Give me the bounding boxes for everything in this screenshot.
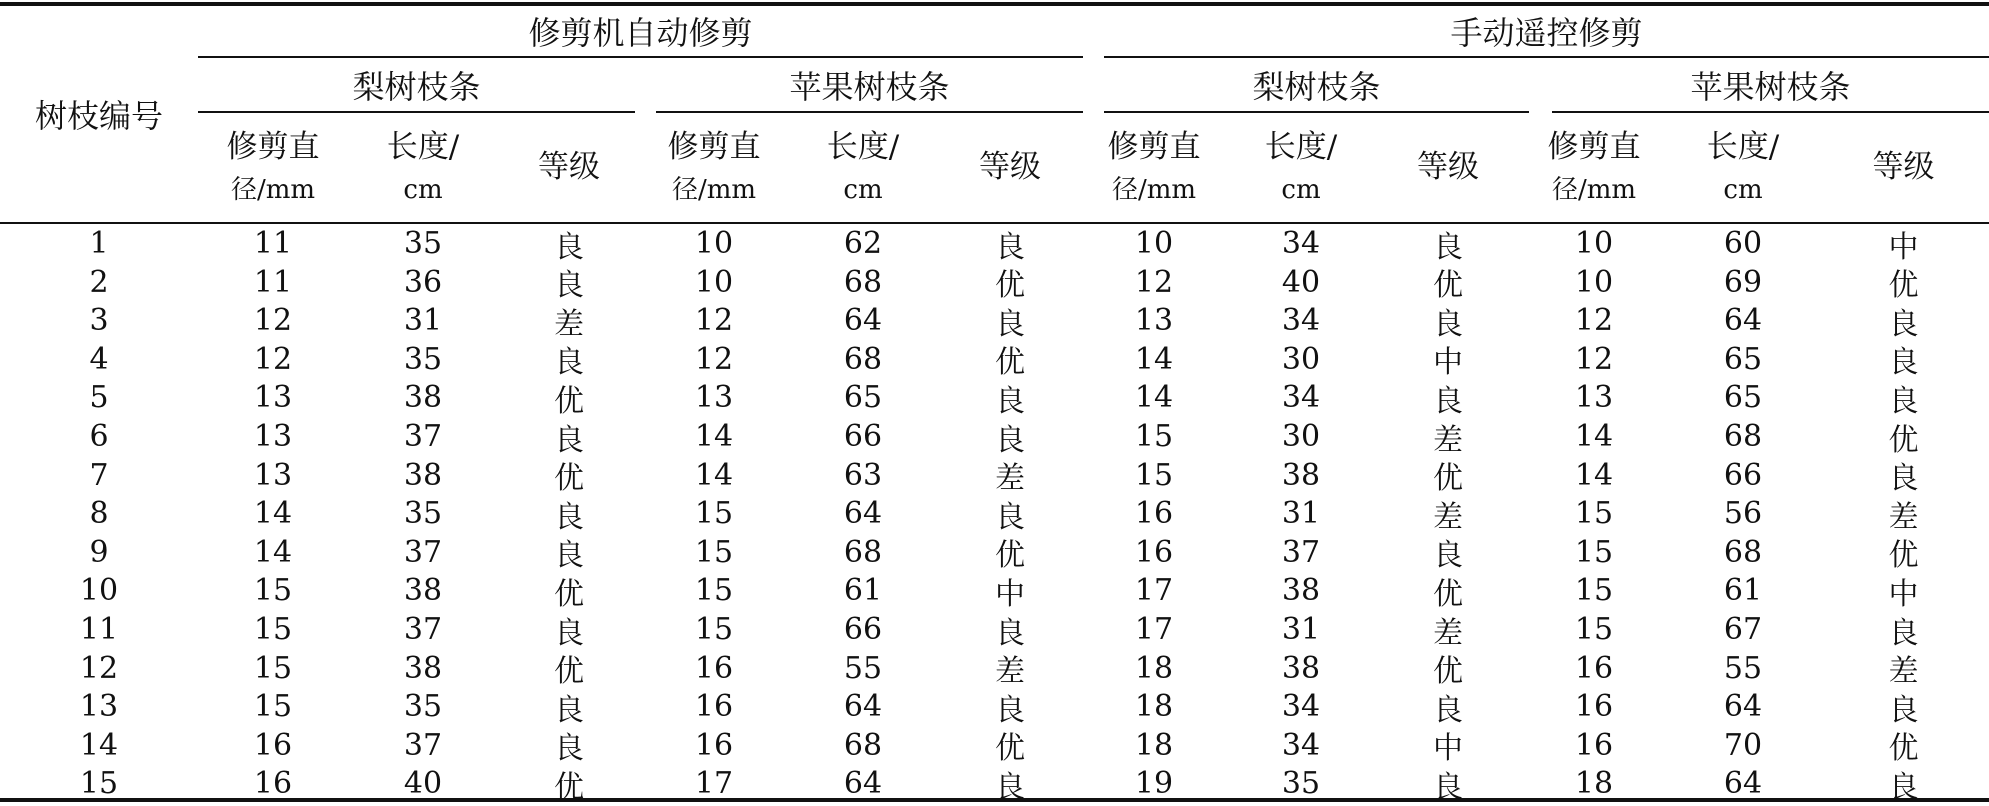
table-cell: 66: [843, 419, 883, 454]
table-cell: 12: [1574, 341, 1614, 377]
table-cell: 15: [1574, 496, 1614, 532]
table-cell: 良: [1888, 615, 1919, 651]
table-cell: 63: [843, 457, 883, 493]
table-cell: 18: [1134, 689, 1174, 725]
table-cell: 优: [995, 731, 1025, 767]
subgroup-header-apple-manual: 苹果树枝条: [1690, 67, 1851, 106]
table-cell: 11: [253, 226, 293, 261]
table-cell: 70: [1723, 727, 1763, 763]
table-cell: 优: [554, 769, 584, 805]
table-cell: 良: [995, 383, 1025, 419]
table-cell: 优: [1888, 538, 1919, 574]
column-header: [498, 113, 640, 222]
table-cell: 31: [1281, 612, 1321, 647]
table-cell: 优: [1433, 576, 1463, 612]
table-cell: 14: [694, 419, 734, 454]
column-header: [1818, 113, 1989, 222]
row-id-cell: 8: [89, 496, 109, 532]
table-cell: 良: [995, 615, 1025, 651]
table-cell: 10: [694, 264, 734, 300]
table-cell: 16: [1574, 727, 1614, 763]
column-header: [1376, 113, 1520, 222]
table-cell: 30: [1281, 341, 1321, 377]
table-cell: 34: [1281, 303, 1321, 339]
row-id-cell: 9: [89, 534, 109, 570]
table-cell: 良: [554, 499, 584, 535]
table-cell: 良: [1888, 383, 1919, 419]
row-id-cell: 15: [79, 766, 119, 802]
column-header: [640, 113, 788, 222]
table-cell: 良: [554, 229, 584, 265]
table-cell: 13: [1574, 380, 1614, 416]
table-cell: 31: [1281, 496, 1321, 532]
table-cell: 良: [1433, 229, 1463, 265]
table-cell: 13: [694, 380, 734, 416]
table-cell: 12: [1134, 264, 1174, 300]
table-cell: 良: [554, 345, 584, 381]
table-cell: 13: [1134, 303, 1174, 339]
table-cell: 64: [843, 303, 883, 339]
table-cell: 良: [995, 422, 1025, 458]
table-cell: 良: [1433, 383, 1463, 419]
table-cell: 优: [554, 383, 584, 419]
table-cell: 16: [253, 727, 293, 763]
table-cell: 40: [403, 766, 443, 802]
table-cell: 中: [1433, 345, 1463, 381]
column-header-line1: 等级: [979, 149, 1041, 185]
table-cell: 15: [1574, 612, 1614, 647]
table-cell: 良: [1433, 306, 1463, 342]
row-id-cell: 10: [79, 573, 119, 609]
table-cell: 良: [995, 692, 1025, 728]
table-cell: 10: [694, 226, 734, 261]
table-cell: 69: [1723, 264, 1763, 300]
table-cell: 中: [1888, 229, 1919, 265]
table-cell: 良: [1433, 769, 1463, 805]
table-cell: 12: [253, 303, 293, 339]
table-cell: 31: [403, 303, 443, 339]
table-cell: 16: [694, 650, 734, 686]
table-cell: 差: [995, 461, 1025, 497]
table-cell: 15: [253, 573, 293, 609]
table-cell: 14: [1134, 380, 1174, 416]
table-cell: 差: [554, 306, 584, 342]
table-cell: 16: [694, 727, 734, 763]
table-cell: 差: [1433, 422, 1463, 458]
column-header: [788, 113, 938, 222]
column-header-line1: 长度/: [386, 129, 460, 165]
column-header-line1: 修剪直: [667, 129, 761, 165]
table-cell: 38: [403, 650, 443, 686]
table-cell: 12: [253, 341, 293, 377]
table-cell: 66: [843, 612, 883, 647]
table-cell: 37: [403, 534, 443, 570]
table-cell: 15: [694, 612, 734, 647]
table-cell: 14: [1574, 457, 1614, 493]
table-cell: 优: [554, 576, 584, 612]
table-cell: 良: [1888, 769, 1919, 805]
table-cell: 68: [843, 534, 883, 570]
table-cell: 38: [403, 573, 443, 609]
table-cell: 14: [1574, 419, 1614, 454]
row-id-cell: 3: [89, 303, 109, 339]
table-cell: 38: [403, 380, 443, 416]
table-cell: 优: [1888, 422, 1919, 458]
table-cell: 12: [1574, 303, 1614, 339]
table-cell: 优: [1433, 461, 1463, 497]
table-cell: 16: [694, 689, 734, 725]
table-cell: 优: [1433, 268, 1463, 304]
table-cell: 38: [1281, 457, 1321, 493]
table-cell: 优: [554, 461, 584, 497]
table-cell: 16: [1134, 496, 1174, 532]
table-cell: 良: [995, 769, 1025, 805]
row-id-cell: 4: [89, 341, 109, 377]
row-id-cell: 13: [79, 689, 119, 725]
table-cell: 68: [843, 341, 883, 377]
row-id-cell: 6: [89, 419, 109, 454]
table-cell: 18: [1134, 650, 1174, 686]
table-cell: 差: [1888, 654, 1919, 690]
table-cell: 优: [995, 268, 1025, 304]
table-cell: 66: [1723, 457, 1763, 493]
table-cell: 良: [1888, 306, 1919, 342]
table-cell: 良: [554, 268, 584, 304]
table-cell: 17: [1134, 573, 1174, 609]
row-id-cell: 12: [79, 650, 119, 686]
row-id-cell: 5: [89, 380, 109, 416]
column-header-line1: 修剪直: [1547, 129, 1641, 165]
table-cell: 68: [843, 727, 883, 763]
column-header-line2: cm: [1723, 174, 1763, 205]
table-cell: 55: [1723, 650, 1763, 686]
table-cell: 优: [1888, 268, 1919, 304]
table-cell: 良: [995, 229, 1025, 265]
table-cell: 15: [253, 650, 293, 686]
table-cell: 10: [1574, 264, 1614, 300]
table-cell: 差: [1888, 499, 1919, 535]
table-cell: 良: [554, 538, 584, 574]
table-cell: 优: [995, 538, 1025, 574]
table-cell: 34: [1281, 689, 1321, 725]
column-header-line1: 修剪直: [226, 129, 320, 165]
column-header: [1668, 113, 1818, 222]
table-cell: 64: [843, 496, 883, 532]
table-cell: 良: [1888, 461, 1919, 497]
table-cell: 15: [1134, 457, 1174, 493]
table-cell: 67: [1723, 612, 1763, 647]
table-cell: 15: [694, 573, 734, 609]
table-cell: 37: [403, 419, 443, 454]
column-header-line1: 长度/: [826, 129, 900, 165]
table-cell: 17: [694, 766, 734, 802]
table-cell: 65: [1723, 380, 1763, 416]
table-cell: 中: [995, 576, 1025, 612]
column-header-line2: 径/mm: [1551, 174, 1637, 205]
table-cell: 38: [1281, 650, 1321, 686]
table-cell: 38: [1281, 573, 1321, 609]
table-cell: 35: [403, 496, 443, 532]
table-cell: 64: [1723, 303, 1763, 339]
table-cell: 64: [1723, 689, 1763, 725]
table-cell: 良: [554, 692, 584, 728]
column-header: [1520, 113, 1668, 222]
table-cell: 56: [1723, 496, 1763, 532]
group-header-manual: 手动遥控修剪: [1450, 14, 1643, 52]
table-cell: 35: [403, 226, 443, 261]
table-cell: 16: [1134, 534, 1174, 570]
table-cell: 30: [1281, 419, 1321, 454]
row-header: 树枝编号: [34, 97, 163, 135]
table-cell: 良: [554, 731, 584, 767]
table-cell: 64: [843, 689, 883, 725]
subgroup-header-pear-auto: 梨树枝条: [352, 67, 481, 106]
table-cell: 55: [843, 650, 883, 686]
table-cell: 37: [403, 612, 443, 647]
table-cell: 15: [694, 534, 734, 570]
table-cell: 34: [1281, 727, 1321, 763]
table-cell: 35: [403, 689, 443, 725]
table-cell: 良: [1433, 692, 1463, 728]
table-cell: 38: [403, 457, 443, 493]
table-cell: 18: [1574, 766, 1614, 802]
row-id-cell: 14: [79, 727, 119, 763]
column-header-line2: 径/mm: [230, 174, 316, 205]
column-header: [1226, 113, 1376, 222]
table-cell: 优: [995, 345, 1025, 381]
column-header-line2: cm: [403, 174, 443, 205]
table-cell: 35: [1281, 766, 1321, 802]
row-id-cell: 11: [79, 612, 119, 647]
table-cell: 中: [1433, 731, 1463, 767]
table-cell: 良: [554, 615, 584, 651]
column-header-line1: 等级: [1872, 149, 1935, 185]
table-cell: 中: [1888, 576, 1919, 612]
table-cell: 13: [253, 380, 293, 416]
subgroup-header-pear-manual: 梨树枝条: [1252, 67, 1381, 106]
column-header: [198, 113, 348, 222]
table-cell: 68: [1723, 419, 1763, 454]
table-cell: 14: [694, 457, 734, 493]
table-cell: 18: [1134, 727, 1174, 763]
table-cell: 61: [843, 573, 883, 609]
table-cell: 良: [1888, 345, 1919, 381]
table-cell: 64: [843, 766, 883, 802]
group-header-auto: 修剪机自动修剪: [528, 14, 753, 52]
table-cell: 64: [1723, 766, 1763, 802]
table-cell: 62: [843, 226, 883, 261]
table-cell: 12: [694, 303, 734, 339]
table-cell: 良: [995, 499, 1025, 535]
table-cell: 37: [1281, 534, 1321, 570]
table-cell: 65: [1723, 341, 1763, 377]
column-header-line2: 径/mm: [671, 174, 757, 205]
table-cell: 优: [1433, 654, 1463, 690]
column-header: [938, 113, 1082, 222]
table-cell: 15: [253, 612, 293, 647]
table-cell: 19: [1134, 766, 1174, 802]
table-cell: 10: [1574, 226, 1614, 261]
column-header-line2: cm: [1281, 174, 1321, 205]
column-header-line1: 等级: [1417, 149, 1479, 185]
column-header: [348, 113, 498, 222]
table-cell: 13: [253, 457, 293, 493]
table-cell: 14: [253, 534, 293, 570]
row-id-cell: 7: [89, 457, 109, 493]
column-header-line2: 径/mm: [1111, 174, 1197, 205]
table-cell: 15: [1134, 419, 1174, 454]
table-cell: 良: [1433, 538, 1463, 574]
column-header-line2: cm: [843, 174, 883, 205]
table-cell: 68: [1723, 534, 1763, 570]
table-cell: 良: [995, 306, 1025, 342]
column-header: [1082, 113, 1226, 222]
table-cell: 65: [843, 380, 883, 416]
row-id-cell: 1: [89, 226, 109, 261]
table-cell: 61: [1723, 573, 1763, 609]
table-cell: 14: [253, 496, 293, 532]
table-cell: 15: [1574, 534, 1614, 570]
table-cell: 差: [1433, 499, 1463, 535]
table-cell: 35: [403, 341, 443, 377]
table-cell: 10: [1134, 226, 1174, 261]
table-cell: 34: [1281, 380, 1321, 416]
table-cell: 优: [1888, 731, 1919, 767]
table-cell: 16: [1574, 650, 1614, 686]
subgroup-header-apple-auto: 苹果树枝条: [789, 67, 950, 106]
table-cell: 良: [1888, 692, 1919, 728]
table-cell: 36: [403, 264, 443, 300]
table-cell: 16: [1574, 689, 1614, 725]
table-cell: 差: [1433, 615, 1463, 651]
table-cell: 差: [995, 654, 1025, 690]
table-cell: 良: [554, 422, 584, 458]
table-cell: 60: [1723, 226, 1763, 261]
column-header-line1: 长度/: [1264, 129, 1338, 165]
row-id-cell: 2: [89, 264, 109, 300]
table-cell: 13: [253, 419, 293, 454]
table-cell: 11: [253, 264, 293, 300]
table-cell: 14: [1134, 341, 1174, 377]
table-cell: 15: [253, 689, 293, 725]
table-cell: 12: [694, 341, 734, 377]
table-cell: 40: [1281, 264, 1321, 300]
column-header-line1: 长度/: [1706, 129, 1780, 165]
column-header-line1: 等级: [538, 149, 600, 185]
table-cell: 15: [1574, 573, 1614, 609]
column-header-line1: 修剪直: [1107, 129, 1201, 165]
table-cell: 68: [843, 264, 883, 300]
table-cell: 37: [403, 727, 443, 763]
table-cell: 优: [554, 654, 584, 690]
table-cell: 17: [1134, 612, 1174, 647]
table-cell: 15: [694, 496, 734, 532]
table-cell: 16: [253, 766, 293, 802]
table-cell: 34: [1281, 226, 1321, 261]
